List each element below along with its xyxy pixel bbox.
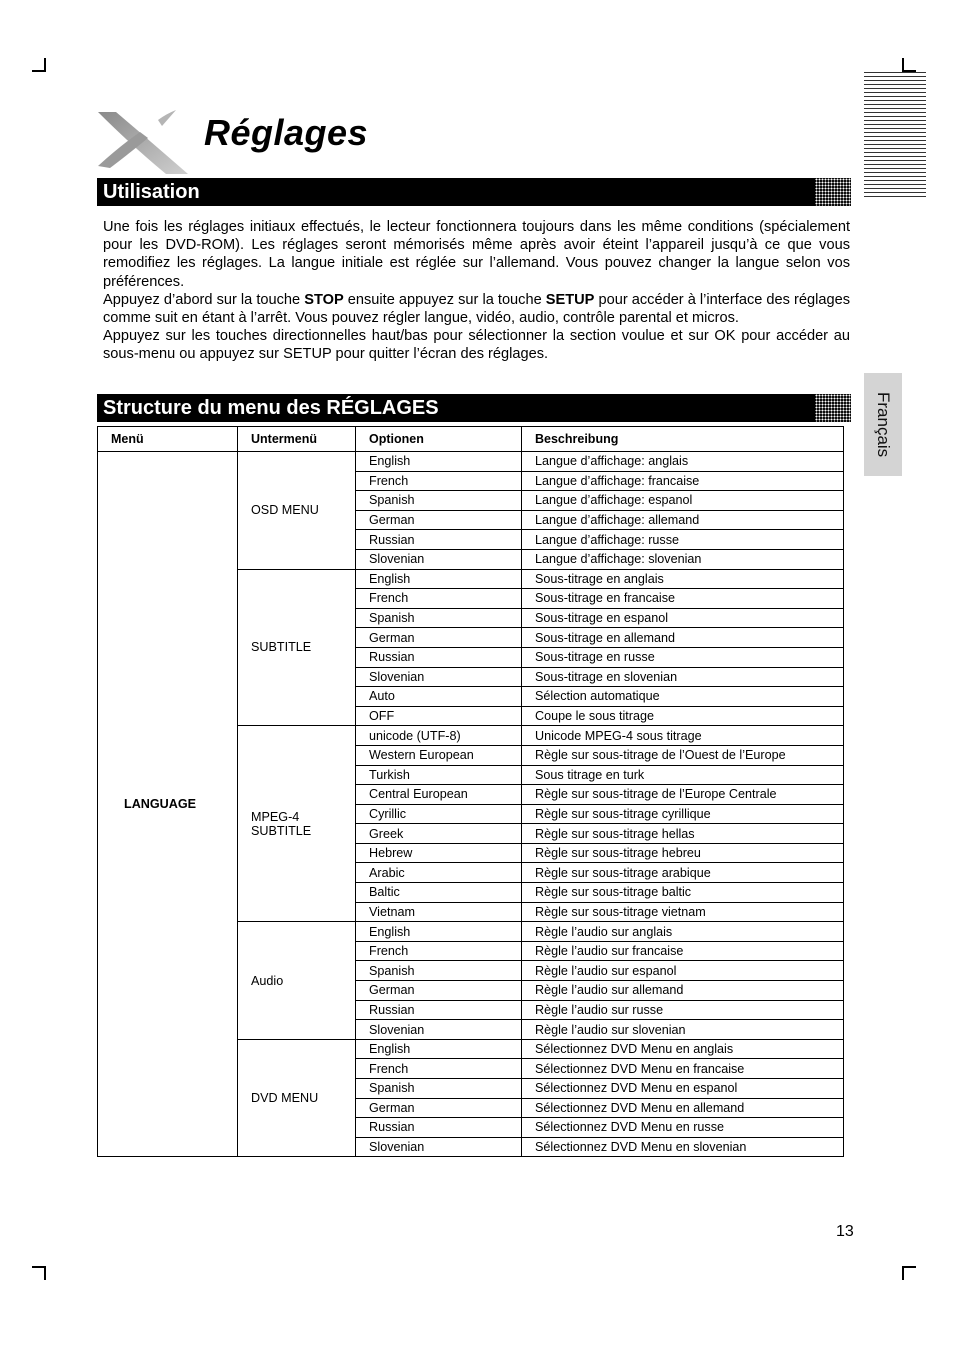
option-cell: Vietnam (356, 902, 522, 922)
option-cell: German (356, 1098, 522, 1118)
submenu-cell: DVD MENU (238, 1039, 356, 1157)
crop-mark-bottom-right (902, 1266, 916, 1268)
setup-key-label: SETUP (545, 291, 595, 308)
description-cell: Sélectionnez DVD Menu en allemand (522, 1098, 844, 1118)
description-cell: Règle l’audio sur slovenian (522, 1020, 844, 1040)
option-cell: unicode (UTF-8) (356, 726, 522, 746)
option-cell: Spanish (356, 608, 522, 628)
option-cell: Turkish (356, 765, 522, 785)
table-header-row (98, 427, 844, 452)
option-cell: Slovenian (356, 1020, 522, 1040)
halftone-pattern (815, 178, 851, 206)
description-cell: Langue d’affichage: francaise (522, 471, 844, 491)
option-cell: Baltic (356, 883, 522, 903)
description-cell: Règle sur sous-titrage cyrillique (522, 804, 844, 824)
option-cell: German (356, 510, 522, 530)
paragraph: Une fois les réglages initiaux effectués, le lecteur fonctionnera toujours dans les même conditions (spécialement pour les DVD-ROM). Les réglages seront mémorisés même après avoir éteint l’appareil jusqu’à ce que vous remodifiez les réglages. La langue initiale est réglée sur l’allemand. Vous pouvez changer la langue selon vos préférences. (103, 219, 850, 290)
column-header-description: Beschreibung (522, 427, 844, 452)
option-cell: Spanish (356, 961, 522, 981)
description-cell: Sélection automatique (522, 687, 844, 707)
option-cell: Greek (356, 824, 522, 844)
menu-structure-table (97, 426, 844, 1157)
submenu-cell: MPEG-4 SUBTITLE (238, 726, 356, 922)
description-cell: Règle sur sous-titrage baltic (522, 883, 844, 903)
option-cell: French (356, 941, 522, 961)
paragraph: Appuyez sur les touches directionnelles haut/bas pour sélectionner la section voulue et sur OK pour accéder au sous-menu ou appuyez sur SETUP pour quitter l’écran des réglages. (103, 328, 850, 363)
submenu-cell: Audio (238, 922, 356, 1040)
option-cell: Auto (356, 687, 522, 707)
description-cell: Règle sur sous-titrage hebreu (522, 843, 844, 863)
text-run: Appuyez d’abord sur la touche (103, 291, 305, 308)
description-cell: Sous titrage en turk (522, 765, 844, 785)
description-cell: Sous-titrage en espanol (522, 608, 844, 628)
description-cell: Langue d’affichage: russe (522, 530, 844, 550)
description-cell: Règle l’audio sur francaise (522, 941, 844, 961)
menu-cell: LANGUAGE (98, 452, 238, 1157)
option-cell: Spanish (356, 1079, 522, 1099)
description-cell: Règle l’audio sur espanol (522, 961, 844, 981)
column-header-submenu: Untermenü (238, 427, 356, 452)
section-title-usage: Utilisation (103, 181, 200, 203)
description-cell: Langue d’affichage: anglais (522, 452, 844, 472)
submenu-cell: SUBTITLE (238, 569, 356, 726)
paragraph (103, 291, 850, 327)
option-cell: German (356, 628, 522, 648)
brand-x-logo (96, 108, 196, 176)
description-cell: Langue d’affichage: allemand (522, 510, 844, 530)
column-header-options: Optionen (356, 427, 522, 452)
option-cell: Western European (356, 745, 522, 765)
column-header-menu: Menü (98, 427, 238, 452)
description-cell: Sélectionnez DVD Menu en slovenian (522, 1137, 844, 1157)
option-cell: German (356, 981, 522, 1001)
section-header-structure (97, 394, 851, 422)
decorative-stripes (864, 72, 926, 200)
option-cell: French (356, 471, 522, 491)
option-cell: OFF (356, 706, 522, 726)
description-cell: Sous-titrage en francaise (522, 589, 844, 609)
option-cell: Russian (356, 1118, 522, 1138)
description-cell: Sous-titrage en anglais (522, 569, 844, 589)
description-cell: Sélectionnez DVD Menu en russe (522, 1118, 844, 1138)
language-tab-label: Français (874, 391, 893, 458)
description-cell: Règle sur sous-titrage de l’Europe Centrale (522, 785, 844, 805)
description-cell: Règle sur sous-titrage vietnam (522, 902, 844, 922)
option-cell: English (356, 452, 522, 472)
description-cell: Langue d’affichage: slovenian (522, 549, 844, 569)
section-title-structure: Structure du menu des RÉGLAGES (103, 397, 439, 419)
option-cell: Russian (356, 530, 522, 550)
submenu-cell: OSD MENU (238, 452, 356, 570)
language-tab (864, 373, 902, 476)
option-cell: Cyrillic (356, 804, 522, 824)
description-cell: Règle l’audio sur russe (522, 1000, 844, 1020)
table-body (98, 452, 844, 1157)
description-cell: Règle sur sous-titrage hellas (522, 824, 844, 844)
description-cell: Règle sur sous-titrage de l’Ouest de l’Europe (522, 745, 844, 765)
option-cell: Spanish (356, 491, 522, 511)
option-cell: English (356, 922, 522, 942)
description-cell: Coupe le sous titrage (522, 706, 844, 726)
option-cell: French (356, 1059, 522, 1079)
text-run: ensuite appuyez sur la touche (343, 291, 546, 308)
option-cell: Slovenian (356, 549, 522, 569)
page-number: 13 (836, 1223, 854, 1240)
table-row (98, 452, 844, 472)
option-cell: Central European (356, 785, 522, 805)
description-cell: Sous-titrage en allemand (522, 628, 844, 648)
section-header-usage (97, 178, 851, 206)
description-cell: Sous-titrage en russe (522, 647, 844, 667)
option-cell: French (356, 589, 522, 609)
description-cell: Sélectionnez DVD Menu en espanol (522, 1079, 844, 1099)
page-title: Réglages (204, 112, 369, 153)
description-cell: Unicode MPEG-4 sous titrage (522, 726, 844, 746)
text-run: pour accéder à l’interface des réglages comme suit en étant à l’arrêt. Vous pouvez régler langue, vidéo, audio, contrôle parental et micros. (103, 291, 850, 327)
option-cell: Arabic (356, 863, 522, 883)
description-cell: Sélectionnez DVD Menu en francaise (522, 1059, 844, 1079)
description-cell: Sélectionnez DVD Menu en anglais (522, 1039, 844, 1059)
description-cell: Règle l’audio sur anglais (522, 922, 844, 942)
halftone-pattern (815, 394, 851, 422)
usage-text (103, 218, 850, 364)
description-cell: Langue d’affichage: espanol (522, 491, 844, 511)
option-cell: Russian (356, 647, 522, 667)
crop-mark-bottom-right (902, 1266, 904, 1280)
description-cell: Règle sur sous-titrage arabique (522, 863, 844, 883)
option-cell: English (356, 569, 522, 589)
option-cell: Slovenian (356, 667, 522, 687)
crop-mark-bottom-left (44, 1266, 46, 1280)
option-cell: Slovenian (356, 1137, 522, 1157)
description-cell: Règle l’audio sur allemand (522, 981, 844, 1001)
crop-mark-top-left (32, 70, 46, 72)
stop-key-label: STOP (304, 291, 344, 308)
option-cell: Russian (356, 1000, 522, 1020)
option-cell: Hebrew (356, 843, 522, 863)
option-cell: English (356, 1039, 522, 1059)
description-cell: Sous-titrage en slovenian (522, 667, 844, 687)
